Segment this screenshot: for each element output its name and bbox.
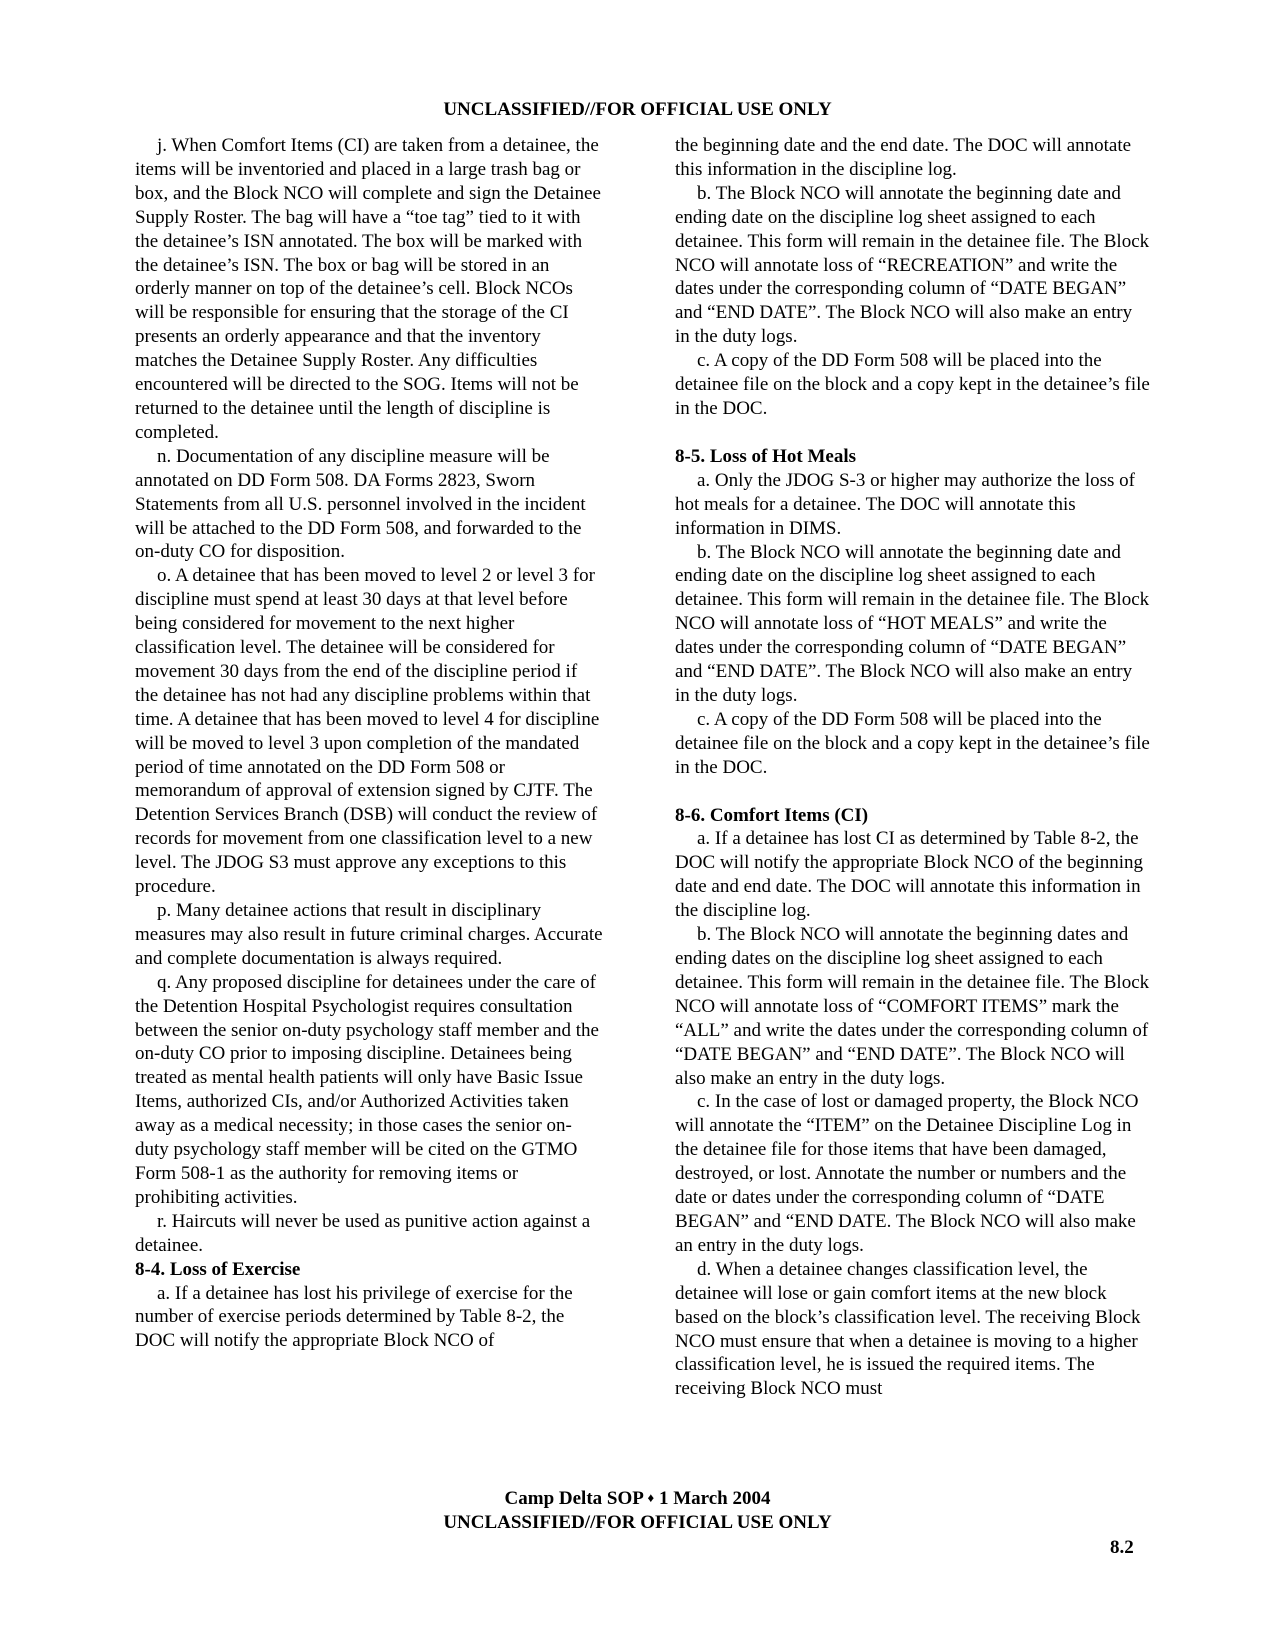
- paragraph-8-5-b: b. The Block NCO will annotate the beginning date and ending date on the discipline log sheet assigned to each detainee. This form will remain in the detainee file. The Block NCO will annotate loss of “HOT MEALS” and write the dates under the corresponding column of “DATE BEGAN” and “END DATE”. The Block NCO will also make an entry in the duty logs.: [675, 541, 1150, 706]
- paragraph-8-6-c: c. In the case of lost or damaged property, the Block NCO will annotate the “ITEM” on the Detainee Discipline Log in the detainee file for those items that have been damaged, destroyed, or lost. Annotate the number or numbers and the date or dates under the corresponding column of “DATE BEGAN” and “END DATE. The Block NCO will also make an entry in the duty logs.: [675, 1091, 1139, 1256]
- section-heading-8-6: 8-6. Comfort Items (CI): [675, 804, 869, 826]
- paragraph-p: p. Many detainee actions that result in disciplinary measures may also result in future criminal charges. Accurate and complete documentation is always required.: [135, 900, 603, 969]
- paragraph-8-6-b: b. The Block NCO will annotate the beginning dates and ending dates on the discipline log sheet assigned to each detainee. This form will remain in the detainee file. The Block NCO will annotate loss of “COMFORT ITEMS” mark the “ALL” and write the dates under the corresponding column of “DATE BEGAN” and “END DATE”. The Block NCO will also make an entry in the duty logs.: [675, 924, 1150, 1089]
- paragraph-8-5-a: a. Only the JDOG S-3 or higher may authorize the loss of hot meals for a detainee. The DOC will annotate this information in DIMS.: [675, 469, 1135, 539]
- page-number: 8.2: [1110, 1537, 1134, 1558]
- footer-document-title: Camp Delta SOP: [504, 1488, 643, 1509]
- paragraph-8-5-c: c. A copy of the DD Form 508 will be placed into the detainee file on the block and a copy kept in the detainee’s file in the DOC.: [675, 708, 1150, 778]
- paragraph-8-4-b: b. The Block NCO will annotate the beginning date and ending date on the discipline log sheet assigned to each detainee. This form will remain in the detainee file. The Block NCO will annotate loss of “RECREATION” and write the dates under the corresponding column of “DATE BEGAN” and “END DATE”. The Block NCO will also make an entry in the duty logs.: [675, 182, 1150, 348]
- paragraph-n: n. Documentation of any discipline measure will be annotated on DD Form 508. DA Forms 2823, Sworn Statements from all U.S. personnel involved in the incident will be attached to the DD Form 508, and forwarded to the on-duty CO for disposition.: [135, 445, 586, 563]
- diamond-icon: ♦: [647, 1490, 655, 1505]
- footer-date: 1 March 2004: [658, 1488, 771, 1509]
- paragraph-8-4-a-continued: the beginning date and the end date. The DOC will annotate this information in the discipline log.: [675, 135, 1132, 180]
- right-column: [675, 134, 1150, 1401]
- footer: [0, 1486, 1275, 1535]
- paragraph-8-6-d: d. When a detainee changes classification level, the detainee will lose or gain comfort items at the new block based on the block’s classification level. The receiving Block NCO must ensure that when a detainee is moving to a higher classification level, he is issued the required items. The receiving Block NCO must: [675, 1258, 1141, 1400]
- paragraph-8-6-a: a. If a detainee has lost CI as determined by Table 8-2, the DOC will notify the appropriate Block NCO of the beginning date and end date. The DOC will annotate this information in the discipline log.: [675, 828, 1144, 922]
- paragraph-q: q. Any proposed discipline for detainees under the care of the Detention Hospital Psychologist requires consultation between the senior on-duty psychology staff member and the on-duty CO prior to imposing discipline. Detainees being treated as mental health patients will only have Basic Issue Items, authorized CIs, and/or Authorized Activities taken away as a medical necessity; in those cases the senior on-duty psychology staff member will be cited on the GTMO Form 508-1 as the authority for removing items or prohibiting activities.: [135, 971, 599, 1208]
- paragraph-8-4-c: c. A copy of the DD Form 508 will be placed into the detainee file on the block and a copy kept in the detainee’s file in the DOC.: [675, 350, 1150, 419]
- paragraph-r: r. Haircuts will never be used as punitive action against a detainee.: [135, 1210, 591, 1256]
- paragraph-j: j. When Comfort Items (CI) are taken from a detainee, the items will be inventoried and placed in a large trash bag or box, and the Block NCO will complete and sign the Detainee Supply Roster. The bag will have a “toe tag” tied to it with the detainee’s ISN annotated. The box will be marked with the detainee’s ISN. The box or bag will be stored in an orderly manner on top of the detainee’s cell. Block NCOs will be responsible for ensuring that the storage of the CI presents an orderly appearance and that the inventory matches the Detainee Supply Roster. Any difficulties encountered will be directed to the SOG. Items will not be returned to the detainee until the length of discipline is completed.: [135, 135, 601, 443]
- left-column: [135, 134, 605, 1353]
- paragraph-o: o. A detainee that has been moved to level 2 or level 3 for discipline must spend at least 30 days at that level before being considered for movement to the next higher classification level. The detainee will be considered for movement 30 days from the end of the discipline period if the detainee has not had any discipline problems within that time. A detainee that has been moved to level 4 for discipline will be moved to level 3 upon completion of the mandated period of time annotated on the DD Form 508 or memorandum of approval of extension signed by CJTF. The Detention Services Branch (DSB) will conduct the review of records for movement from one classification level to a new level. The JDOG S3 must approve any exceptions to this procedure.: [135, 565, 600, 898]
- footer-document-line: [0, 1486, 1275, 1511]
- section-heading-8-4: 8-4. Loss of Exercise: [135, 1258, 301, 1280]
- section-heading-8-5: 8-5. Loss of Hot Meals: [675, 445, 857, 467]
- footer-classification: UNCLASSIFIED//FOR OFFICIAL USE ONLY: [443, 1512, 832, 1533]
- header-classification: UNCLASSIFIED//FOR OFFICIAL USE ONLY: [443, 99, 832, 120]
- paragraph-8-4-a: a. If a detainee has lost his privilege of exercise for the number of exercise periods determined by Table 8-2, the DOC will notify the appropriate Block NCO of: [135, 1282, 573, 1352]
